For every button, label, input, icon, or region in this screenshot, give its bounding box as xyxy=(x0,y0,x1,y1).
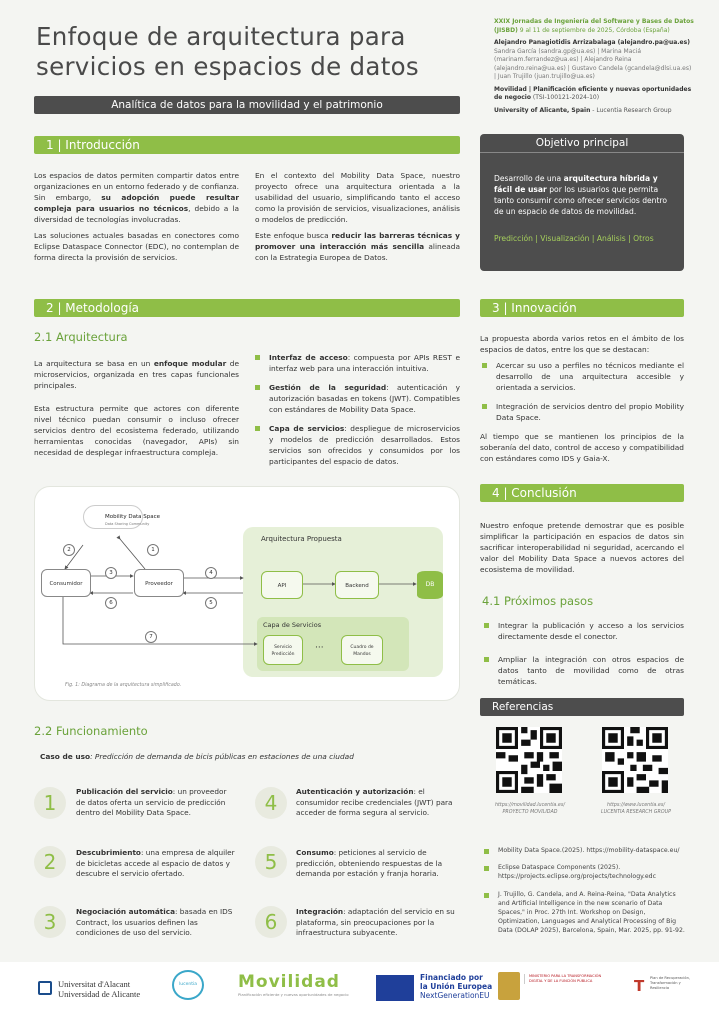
func-subheading: 2.2 Funcionamiento xyxy=(34,724,148,738)
innov-bullets xyxy=(480,360,684,423)
step-title: Integración xyxy=(296,907,344,916)
mds-name: Mobility Data Space xyxy=(105,514,160,520)
objective-emphasis: arquitectura híbrida y fácil de usar xyxy=(494,174,658,194)
research-group: - Lucentia Research Group xyxy=(590,106,672,114)
method-heading: 2 | Metodología xyxy=(34,299,460,317)
qr-caption-lucentia xyxy=(592,802,680,816)
objective-heading: Objetivo principal xyxy=(480,134,684,153)
arch-label: Arquitectura Propuesta xyxy=(261,535,342,543)
project-name: Movilidad | Planificación eficiente y nuevas oportunidades de negocio xyxy=(494,85,692,101)
eu-text-3: NextGenerationEU xyxy=(420,991,490,1000)
dashboard-service-box: Cuadro de Mandos xyxy=(341,635,383,665)
innov-paragraph: Al tiempo que se mantienen los principios de la soberanía del dato, control de acceso y compatibilidad con estándares como IDS y Gaia-X. xyxy=(480,432,684,463)
step-number: 1 xyxy=(34,787,66,819)
reference-list xyxy=(482,846,688,944)
bullet-title: Interfaz de acceso xyxy=(269,353,348,362)
reference-item: J. Trujillo, G. Candela, and A. Reina-Reina, "Data Analytics and Artificial Intelligence in the new scenario of Data Spaces," in Proc. 27th Int. Workshop on Design, Optimization, Languages and Analytical Processing of Big Data (DOLAP 2025), Barcelona, Spain, Mar. 2025, pp. 91-92. xyxy=(482,890,688,936)
step-text xyxy=(296,787,458,819)
use-case xyxy=(40,752,354,761)
intro-emphasis: su adopción puede resultar compleja para usuarios no técnicos xyxy=(34,193,239,213)
movilidad-wordmark: Movilidad xyxy=(238,972,340,992)
intro-emphasis: reducir las barreras técnicas y promover una interacción más sencilla xyxy=(255,231,460,251)
innov-paragraph: La propuesta aborda varios retos en el ámbito de los espacios de datos, entre los que se destacan: xyxy=(480,334,684,354)
method-bullets xyxy=(253,352,460,475)
objective-text xyxy=(480,153,684,217)
provider-box: Proveedor xyxy=(134,569,184,597)
method-emphasis: enfoque modular xyxy=(153,359,227,368)
qr-label: LUCENTIA RESEARCH GROUP xyxy=(600,810,672,815)
step-number: 4 xyxy=(255,787,287,819)
innov-heading: 3 | Innovación xyxy=(480,299,684,317)
list-item: Ampliar la integración con otros espacios de datos tanto de movilidad como de otras temáticas. xyxy=(482,654,684,687)
api-box: API xyxy=(261,571,303,599)
step-text xyxy=(76,907,236,939)
conference-date: 9 al 11 de septiembre de 2025, Córdoba (España) xyxy=(517,26,670,34)
objective-text-part: por los usuarios que permita tanto consumir como ofrecer servicios dentro de un espacio de datos de movilidad. xyxy=(494,185,668,216)
intro-col1 xyxy=(34,170,239,268)
step-text xyxy=(76,848,236,880)
eu-text-2: la Unión Europea xyxy=(420,982,493,991)
step-title: Consumo xyxy=(296,848,334,857)
step-desc: : el consumidor recibe credenciales (JWT) para acceder de forma segura al servicio. xyxy=(296,787,453,818)
step-desc: : basada en IDS Contract, los usuarios definen las condiciones de uso del servicio. xyxy=(76,907,233,938)
prediction-service-box: Servicio Predicción xyxy=(263,635,303,665)
step-marker: 4 xyxy=(205,567,217,579)
refs-heading: Referencias xyxy=(480,698,684,716)
use-case-label: Caso de uso xyxy=(40,752,91,761)
figure-caption: Fig. 1: Diagrama de la arquitectura simplificado. xyxy=(65,683,182,688)
ua-emblem-icon xyxy=(38,981,52,995)
prtr-logo: Plan de Recuperación, Transformación y Resiliencia xyxy=(650,976,690,990)
spain-crest-icon xyxy=(498,972,520,1000)
arch-subheading: 2.1 Arquitectura xyxy=(34,330,128,344)
list-item xyxy=(253,423,460,467)
step-number: 3 xyxy=(34,906,66,938)
reference-item: Mobility Data Space.(2025). https://mobility-dataspace.eu/ xyxy=(482,846,688,855)
bullet-text: : autenticación y autorización basadas en tokens (JWT). Compatibles con estándares de Mobility Data Space. xyxy=(269,383,460,414)
reference-item: Eclipse Dataspace Components (2025). https://projects.eclipse.org/projects/technology.edc xyxy=(482,863,688,881)
qr-label: PROYECTO MOVILIDAD xyxy=(502,810,558,815)
intro-text: alineada con la Estrategia Europea de Datos. xyxy=(255,242,460,262)
step-text xyxy=(296,848,458,880)
intro-paragraph: En el contexto del Mobility Data Space, nuestro proyecto ofrece una arquitectura orientada a la usabilidad del usuario, simplificando tanto el acceso como la provisión de servicios, visualizaciones, análisis o modelos de predicción. xyxy=(255,171,460,224)
intro-paragraph: Las soluciones actuales basadas en conectores como Eclipse Dataspace Connector (EDC), no contemplan de forma directa la provisión de servicios. xyxy=(34,231,239,262)
next-steps-heading: 4.1 Próximos pasos xyxy=(482,594,594,608)
eu-flag-icon xyxy=(376,975,414,1001)
conference-info xyxy=(494,18,694,115)
step-title: Negociación automática xyxy=(76,907,176,916)
university: University of Alicante, Spain xyxy=(494,106,591,114)
method-text-part: La arquitectura se basa en un xyxy=(34,359,154,368)
eu-text-1: Financiado por xyxy=(420,973,483,982)
architecture-diagram xyxy=(34,486,460,701)
next-steps-list xyxy=(482,620,684,695)
qr-code-lucentia[interactable] xyxy=(602,727,668,793)
step-desc: : una empresa de alquiler de bicicletas accede al espacio de datos y descubre el servicio ofertado. xyxy=(76,848,235,879)
list-item: Integrar la publicación y acceso a los servicios directamente desde el conector. xyxy=(482,620,684,642)
method-text xyxy=(34,358,239,463)
conference-name: XXIX Jornadas de Ingeniería del Software y Bases de Datos (JISBD) xyxy=(494,18,694,34)
step-desc: : adaptación del servicio en su plataforma, sin preocupaciones por la infraestructura subyacente. xyxy=(296,907,455,938)
list-item: Acercar su uso a perfiles no técnicos mediante el desarrollo de una arquitectura accesible y orientada a servicios. xyxy=(480,360,684,393)
database-icon: DB xyxy=(417,571,443,599)
ua-logo xyxy=(38,979,140,999)
main-author: Alejandro Panagiotidis Arrizabalaga (alejandro.pa@ua.es) xyxy=(494,39,690,46)
poster-title: Enfoque de arquitectura para servicios en espacios de datos xyxy=(36,22,419,81)
step-number: 6 xyxy=(255,906,287,938)
bullet-text: : despliegue de microservicios y modelos de predicción desarrollados. Estos servicios son ofrecidos y consumidos por los participantes del espacio de datos. xyxy=(269,424,460,466)
objective-links: Predicción | Visualización | Análisis | Otros xyxy=(494,234,654,243)
step-title: Autenticación y autorización xyxy=(296,787,414,796)
mds-subtitle: Data Sharing Community xyxy=(105,522,150,526)
co-authors: Sandra García (sandra.gp@ua.es) | Marina Maciá (marinam.ferrandez@ua.es) | Alejandro Reina (alejandro.reina@ua.es) | Gustavo Candela (gcandela@dlsi.ua.es) | Juan Trujillo (juan.trujillo@ua.es) xyxy=(494,47,692,80)
step-marker: 2 xyxy=(63,544,75,556)
step-text xyxy=(76,787,236,819)
intro-text: Este enfoque busca xyxy=(255,231,332,240)
step-marker: 1 xyxy=(147,544,159,556)
list-item xyxy=(253,382,460,415)
intro-text: , debido a la diversidad de tecnologías involucradas. xyxy=(34,204,239,224)
bullet-text: : compuesta por APIs REST e interfaz web para una interacción intuitiva. xyxy=(269,353,460,373)
consumer-box: Consumidor xyxy=(41,569,91,597)
qr-caption-movilidad xyxy=(486,802,574,816)
qr-code-movilidad[interactable] xyxy=(496,727,562,793)
intro-text: Los espacios de datos permiten compartir datos entre organizaciones en un entorno federado y de confianza. Sin embargo, xyxy=(34,171,239,202)
mds-label xyxy=(105,514,160,528)
ua-name-es: Universidad de Alicante xyxy=(58,989,141,999)
step-desc: : un proveedor de datos oferta un servicio de predicción dentro del Mobility Data Space. xyxy=(76,787,227,818)
step-number: 5 xyxy=(255,846,287,878)
backend-box: Backend xyxy=(335,571,379,599)
list-item: Integración de servicios dentro del propio Mobility Data Space. xyxy=(480,401,684,423)
qr-url: https://www.lucentia.es/ xyxy=(607,803,665,808)
step-marker: 5 xyxy=(205,597,217,609)
intro-heading: 1 | Introducción xyxy=(34,136,460,154)
objective-text-part: Desarrollo de una xyxy=(494,174,564,183)
ua-name-val: Universitat d'Alacant xyxy=(58,979,131,989)
qr-url: https://movilidad.lucentia.es/ xyxy=(495,803,565,808)
step-title: Descubrimiento xyxy=(76,848,141,857)
step-marker: 7 xyxy=(145,631,157,643)
bullet-title: Gestión de la seguridad xyxy=(269,383,387,392)
step-marker: 3 xyxy=(105,567,117,579)
bullet-title: Capa de servicios xyxy=(269,424,345,433)
eu-funding-logo xyxy=(420,973,492,1000)
objective-box xyxy=(480,134,684,271)
ministry-logo: MINISTERIO PARA LA TRANSFORMACIÓN DIGITAL Y DE LA FUNCIÓN PÚBLICA xyxy=(524,974,614,984)
method-text-part: de microservicios, organizada en tres capas funcionales principales. xyxy=(34,359,239,390)
step-marker: 6 xyxy=(105,597,117,609)
step-text xyxy=(296,907,458,939)
method-paragraph: Esta estructura permite que actores con diferente nivel técnico puedan consumir o incluso ofrecer servicios dentro del ecosistema federado, utilizando herramientas conocidas (navegador, APIs) sin necesidad de desplegar infraestructura compleja. xyxy=(34,404,239,457)
project-code: (TSI-100121-2024-10) xyxy=(530,94,600,101)
prtr-logo-icon: T xyxy=(634,977,645,995)
lucentia-logo: lucentia xyxy=(172,970,204,1000)
concl-paragraph: Nuestro enfoque pretende demostrar que es posible simplificar la participación en espacios de datos sin sacrificar interoperabilidad ni seguridad, acercando el valor del Mobility Data Space a nuevos actores del ecosistema de movilidad. xyxy=(480,521,684,574)
layer-label: Capa de Servicios xyxy=(263,621,322,629)
concl-heading: 4 | Conclusión xyxy=(480,484,684,502)
step-number: 2 xyxy=(34,846,66,878)
intro-col2 xyxy=(255,170,460,268)
movilidad-logo xyxy=(238,972,349,997)
list-item xyxy=(253,352,460,374)
step-title: Publicación del servicio xyxy=(76,787,173,796)
more-services: ··· xyxy=(315,643,324,653)
step-desc: : peticiones al servicio de predicción, obteniendo respuestas de la demanda por estación y franja horaria. xyxy=(296,848,443,879)
movilidad-tagline: Planificación eficiente y nuevas oportunidades de negocio xyxy=(238,992,349,997)
innov-text xyxy=(480,333,684,469)
poster-subtitle: Analítica de datos para la movilidad y el patrimonio xyxy=(34,96,460,114)
use-case-text: : Predicción de demanda de bicis públicas en estaciones de una ciudad xyxy=(90,752,354,761)
